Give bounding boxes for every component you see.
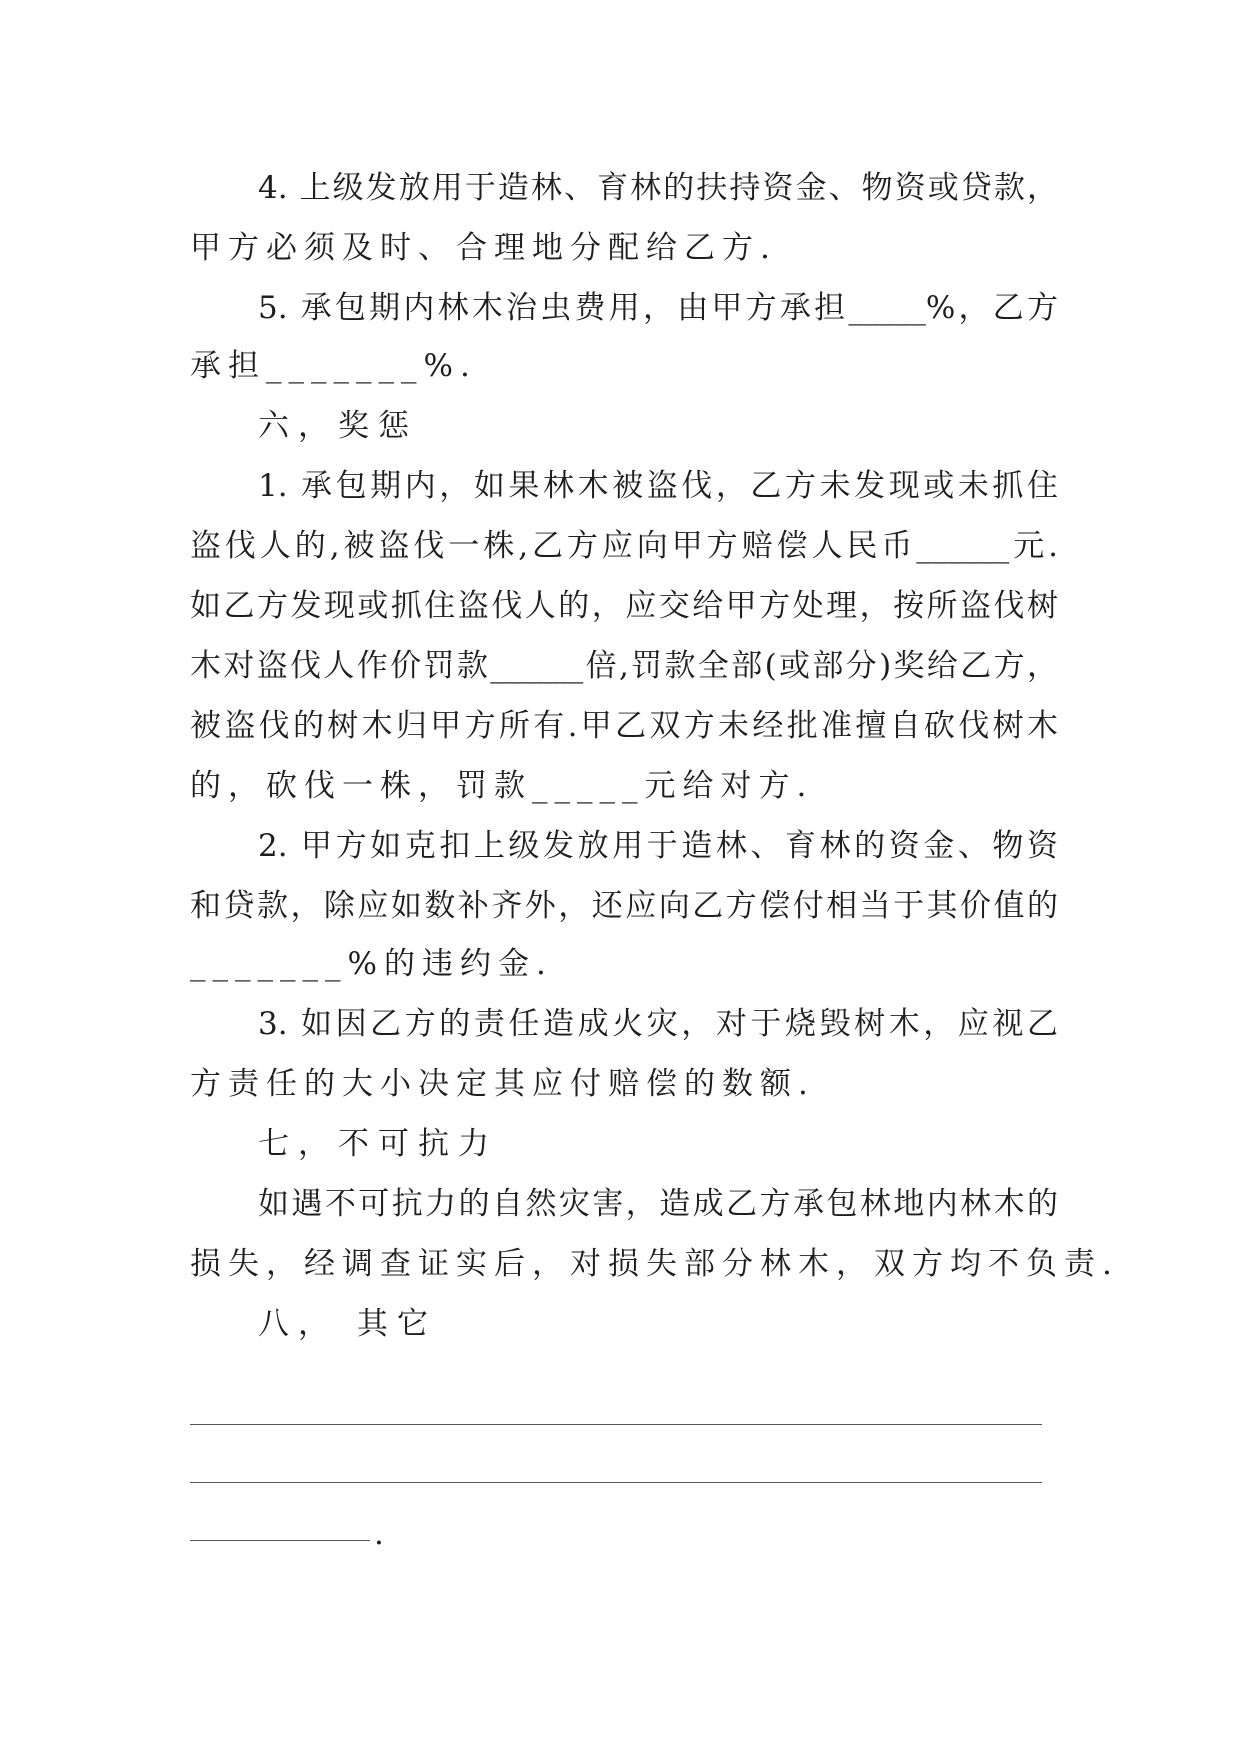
paragraph-line: 的，砍伐一株，罚款_____元给对方.: [190, 768, 814, 804]
paragraph-line: 如乙方发现或抓住盗伐人的，应交给甲方处理，按所盗伐树: [190, 588, 1058, 624]
section-heading: 八， 其它: [258, 1306, 437, 1342]
paragraph-line: 1. 承包期内，如果林木被盗伐，乙方未发现或未抓住: [258, 468, 1058, 504]
paragraph-line: 损失，经调查证实后，对损失部分林木，双方均不负责.: [190, 1246, 1119, 1282]
section-heading: 七，不可抗力: [258, 1126, 498, 1162]
blank-fill-line: [190, 1482, 1042, 1483]
blank-fill-line: [190, 1424, 1042, 1425]
section-heading: 六，奖惩: [258, 408, 418, 444]
paragraph-line: 如遇不可抗力的自然灾害，造成乙方承包林地内林木的: [258, 1186, 1058, 1222]
paragraph-line: 5. 承包期内林木治虫费用，由甲方承担_____%，乙方: [258, 290, 1058, 326]
paragraph-line: 木对盗伐人作价罚款______倍,罚款全部(或部分)奖给乙方，: [190, 648, 1058, 684]
paragraph-line: 方责任的大小决定其应付赔偿的数额.: [190, 1066, 815, 1102]
paragraph-line: 盗伐人的,被盗伐一株,乙方应向甲方赔偿人民币______元.: [190, 528, 1058, 564]
paragraph-line: 4. 上级发放用于造林、育林的扶持资金、物资或贷款，: [258, 170, 1058, 206]
end-period: .: [374, 1516, 384, 1552]
paragraph-line: 和贷款，除应如数补齐外，还应向乙方偿付相当于其价值的: [190, 888, 1058, 924]
paragraph-line: 2. 甲方如克扣上级发放用于造林、育林的资金、物资: [258, 828, 1058, 864]
blank-fill-line: [190, 1540, 370, 1541]
paragraph-line: _______%的违约金.: [190, 946, 553, 982]
paragraph-line: 被盗伐的树木归甲方所有.甲乙双方未经批准擅自砍伐树木: [190, 708, 1058, 744]
paragraph-line: 3. 如因乙方的责任造成火灾，对于烧毁树木，应视乙: [258, 1006, 1058, 1042]
paragraph-line: 承担_______%.: [190, 348, 477, 384]
paragraph-line: 甲方必须及时、合理地分配给乙方.: [190, 230, 777, 266]
